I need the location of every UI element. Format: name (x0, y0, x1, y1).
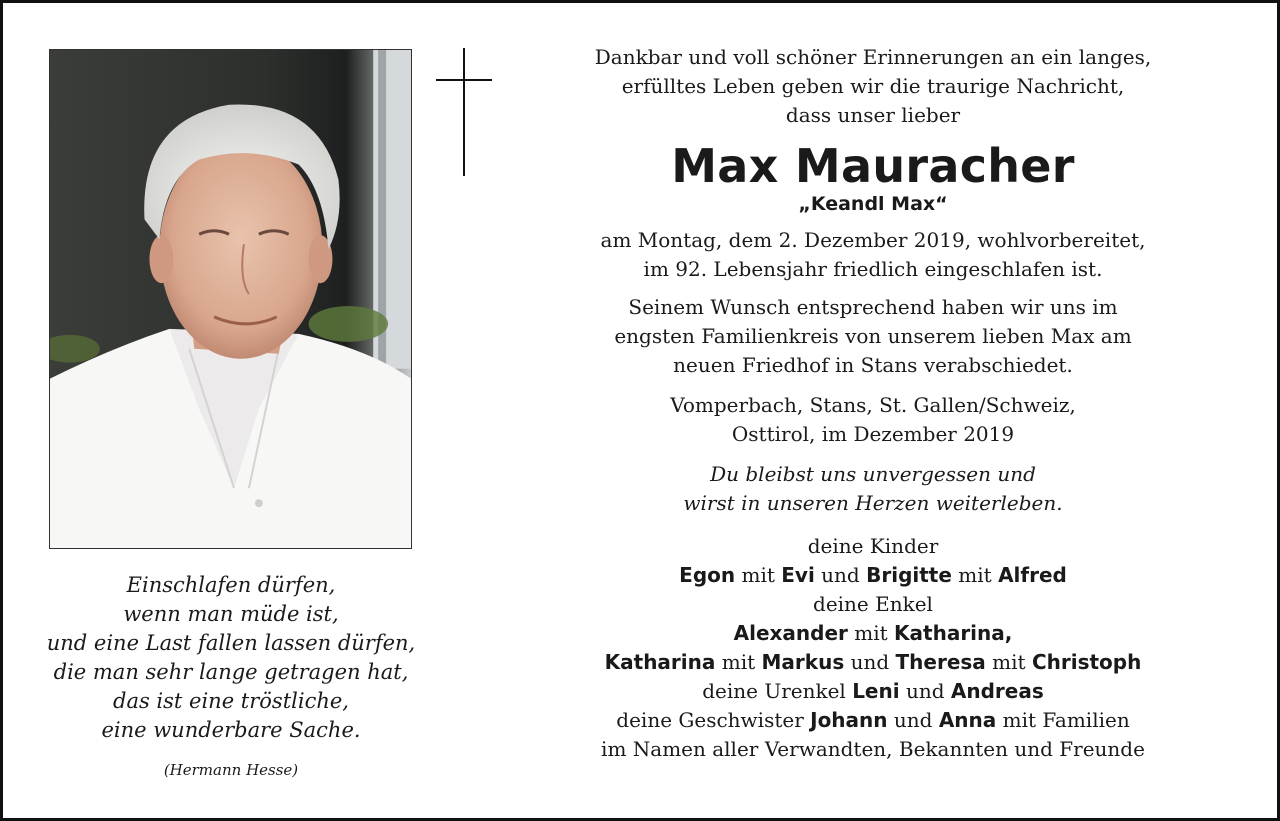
family-member-name: Egon (679, 563, 736, 587)
deceased-name: Max Mauracher (671, 139, 1075, 193)
connector: mit (992, 650, 1026, 674)
family-member-name: Markus (761, 650, 845, 674)
family-member-name: Evi (781, 563, 815, 587)
connector: mit (958, 563, 992, 587)
poem (21, 571, 441, 745)
poem-line: eine wunderbare Sache. (101, 718, 361, 742)
family-member-name: Alexander (733, 621, 848, 645)
wish-line: neuen Friedhof in Stans verabschiedet. (673, 353, 1073, 377)
cross-icon (436, 48, 492, 176)
siblings-line (543, 706, 1203, 735)
family-member-name: Andreas (950, 679, 1044, 703)
farewell-quote-line: Du bleibst uns unvergessen und (710, 462, 1036, 486)
notice-text (543, 43, 1203, 764)
intro-line: Dankbar und voll schöner Erinnerungen an ein langes, (594, 45, 1152, 69)
family-member-name: Brigitte (866, 563, 952, 587)
closing-line: im Namen aller Verwandten, Bekannten und Freunde (601, 737, 1145, 761)
deceased-nickname: „Keandl Max“ (798, 193, 948, 215)
farewell-quote (543, 460, 1203, 518)
death-notice (543, 226, 1203, 284)
wish-paragraph (543, 293, 1203, 380)
poem-line: das ist eine tröstliche, (113, 689, 349, 713)
intro-line: dass unser lieber (785, 103, 961, 127)
children-label: deine Kinder (807, 534, 939, 558)
family-list (543, 532, 1203, 764)
poem-line: und eine Last fallen lassen dürfen, (46, 631, 416, 655)
poem-line: die man sehr lange getragen hat, (53, 660, 409, 684)
poem-line: wenn man müde ist, (123, 602, 339, 626)
great-grandchildren-line (543, 677, 1203, 706)
connector: mit (854, 621, 888, 645)
children-line (543, 561, 1203, 590)
poem-author: (Hermann Hesse) (163, 761, 299, 779)
portrait-photo (49, 49, 412, 549)
great-grandchildren-label: deine Urenkel (702, 679, 846, 703)
connector: und (821, 563, 860, 587)
connector: und (905, 679, 945, 703)
siblings-tail: mit Familien (1002, 708, 1130, 732)
family-member-name: Johann (810, 708, 888, 732)
family-member-name: Leni (852, 679, 900, 703)
wish-line: engsten Familienkreis von unserem lieben Max am (614, 324, 1132, 348)
grandchildren-line (543, 648, 1203, 677)
connector: mit (721, 650, 756, 674)
place-date (543, 391, 1203, 449)
connector: und (893, 708, 933, 732)
intro-line: erfülltes Leben geben wir die traurige Nachricht, (621, 74, 1125, 98)
family-member-name: Alfred (998, 563, 1067, 587)
grandchildren-label: deine Enkel (813, 592, 933, 616)
family-member-name: Christoph (1031, 650, 1142, 674)
family-member-name: Theresa (895, 650, 986, 674)
portrait-image (50, 50, 411, 548)
grandchildren-line (543, 619, 1203, 648)
connector: und (850, 650, 890, 674)
death-notice-line: im 92. Lebensjahr friedlich eingeschlafen ist. (643, 257, 1103, 281)
death-notice-line: am Montag, dem 2. Dezember 2019, wohlvorbereitet, (600, 228, 1146, 252)
wish-line: Seinem Wunsch entsprechend haben wir uns im (628, 295, 1118, 319)
farewell-quote-line: wirst in unseren Herzen weiterleben. (683, 491, 1063, 515)
connector: mit (741, 563, 775, 587)
siblings-label: deine Geschwister (616, 708, 804, 732)
place-date-line: Osttirol, im Dezember 2019 (731, 422, 1015, 446)
intro (543, 43, 1203, 130)
family-member-name: Katharina, (894, 621, 1013, 645)
poem-line: Einschlafen dürfen, (126, 573, 336, 597)
family-member-name: Anna (938, 708, 997, 732)
place-date-line: Vomperbach, Stans, St. Gallen/Schweiz, (670, 393, 1076, 417)
family-member-name: Katharina (604, 650, 716, 674)
